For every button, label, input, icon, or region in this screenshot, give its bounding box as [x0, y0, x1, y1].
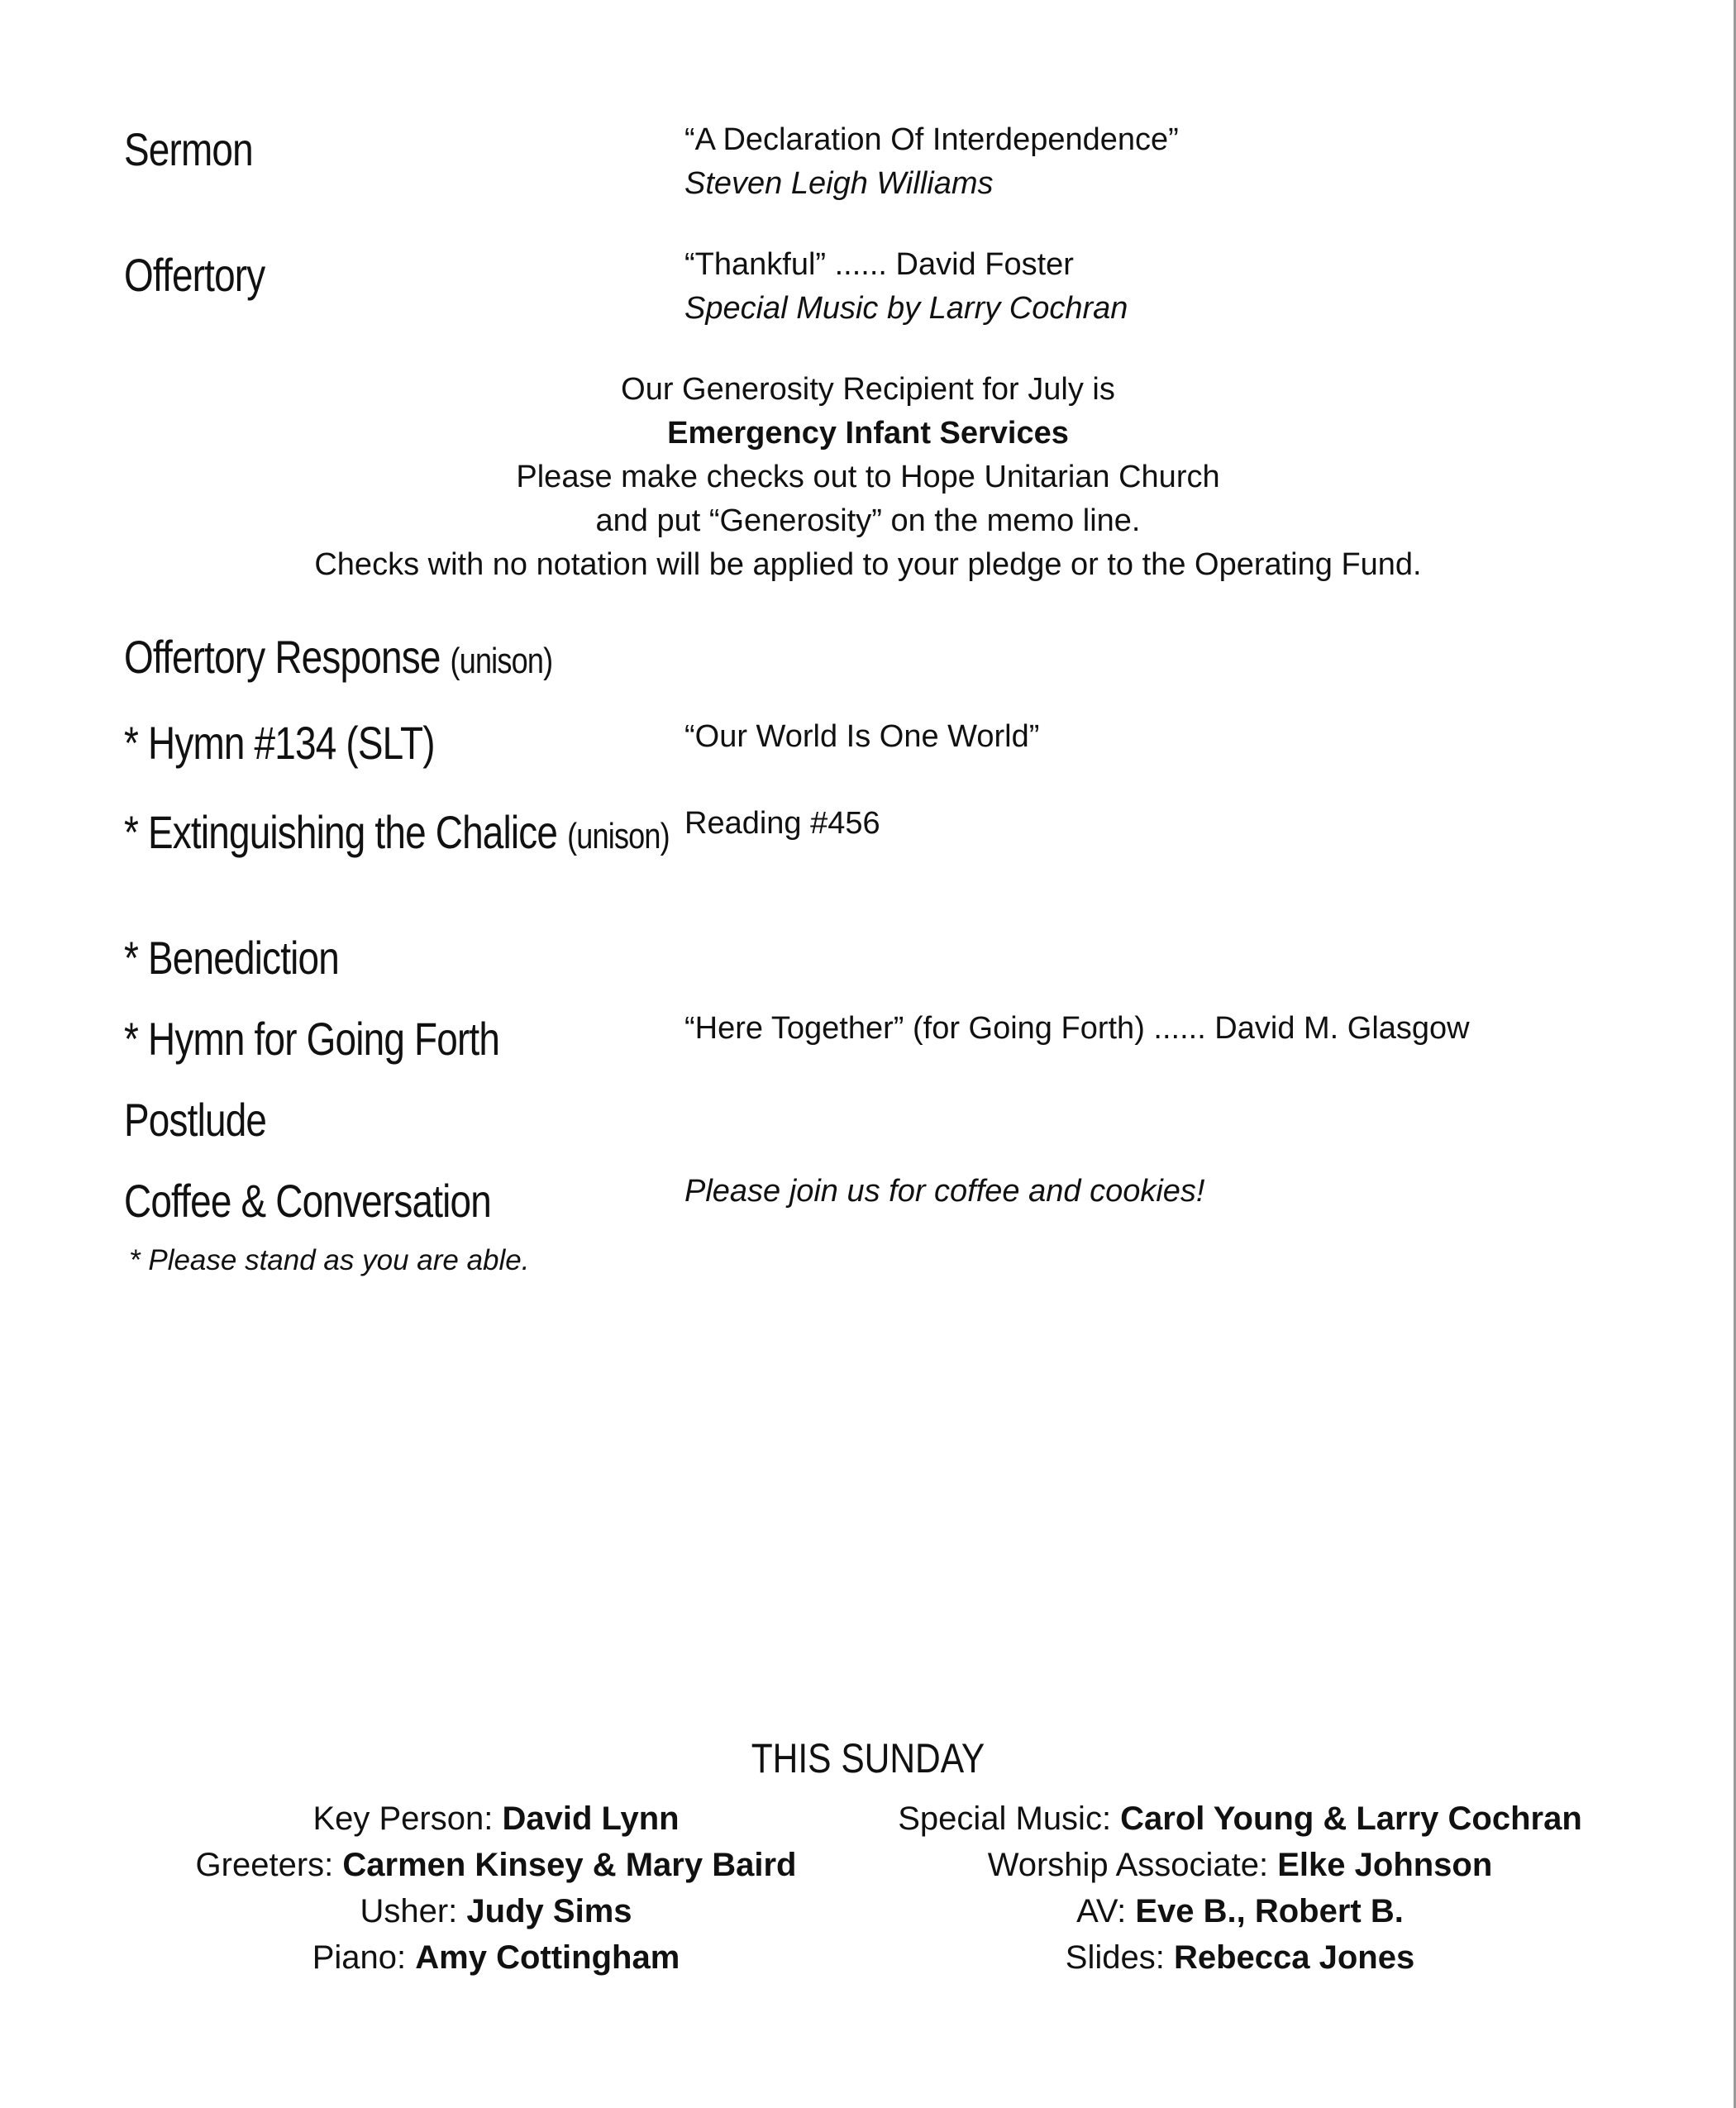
program-label-offertory: Offertory: [124, 249, 265, 301]
sermon-speaker: Steven Leigh Williams: [684, 166, 994, 201]
generosity-recipient: Emergency Infant Services: [667, 416, 1069, 451]
generosity-notice: [0, 368, 1736, 587]
program-label-benediction: * Benediction: [124, 932, 339, 984]
chalice-reading: Reading #456: [684, 806, 880, 841]
program-label-extinguishing-chalice: * Extinguishing the Chalice (unison): [124, 806, 670, 858]
stand-note: * Please stand as you are able.: [129, 1244, 530, 1276]
sermon-title: “A Declaration Of Interdependence”: [684, 122, 1179, 157]
coffee-invitation: Please join us for coffee and cookies!: [684, 1174, 1205, 1209]
generosity-line-1: Our Generosity Recipient for July is: [621, 372, 1115, 407]
program-label-coffee: Coffee & Conversation: [124, 1175, 491, 1227]
crew-piano: Piano: Amy Cottingham: [312, 1939, 680, 1976]
program-label-hymn-going-forth: * Hymn for Going Forth: [124, 1013, 500, 1065]
program-label-sermon: Sermon: [124, 123, 253, 175]
offertory-title: “Thankful” ...... David Foster: [684, 247, 1074, 282]
generosity-line-5: Checks with no notation will be applied to your pledge or to the Operating Fund.: [314, 547, 1422, 582]
this-sunday-title: THIS SUNDAY: [751, 1735, 985, 1781]
hymn-going-forth-title: “Here Together” (for Going Forth) ...... David M. Glasgow: [684, 1011, 1470, 1046]
chalice-note: (unison): [567, 816, 670, 856]
program-label-postlude: Postlude: [124, 1094, 267, 1146]
crew-key-person: Key Person: David Lynn: [312, 1800, 680, 1837]
crew-slides: Slides: Rebecca Jones: [1065, 1939, 1415, 1976]
program-detail-offertory: [684, 243, 1128, 331]
crew-special-music: Special Music: Carol Young & Larry Cochran: [898, 1800, 1582, 1837]
program-label-hymn-134: * Hymn #134 (SLT): [124, 717, 435, 769]
crew-av: AV: Eve B., Robert B.: [1076, 1893, 1404, 1929]
crew-greeters: Greeters: Carmen Kinsey & Mary Baird: [195, 1847, 797, 1883]
program-detail-sermon: [684, 118, 1179, 206]
hymn-134-title: “Our World Is One World”: [684, 719, 1040, 754]
crew-usher: Usher: Judy Sims: [360, 1893, 632, 1929]
program-label-offertory-response: Offertory Response (unison): [124, 631, 553, 683]
generosity-line-4: and put “Generosity” on the memo line.: [595, 503, 1141, 538]
offertory-musician: Special Music by Larry Cochran: [684, 291, 1128, 326]
this-sunday-left-column: [165, 1796, 827, 1981]
crew-worship-associate: Worship Associate: Elke Johnson: [987, 1847, 1493, 1883]
offertory-response-note: (unison): [450, 641, 553, 681]
this-sunday-right-column: [827, 1796, 1653, 1981]
generosity-line-3: Please make checks out to Hope Unitarian Church: [516, 460, 1220, 494]
